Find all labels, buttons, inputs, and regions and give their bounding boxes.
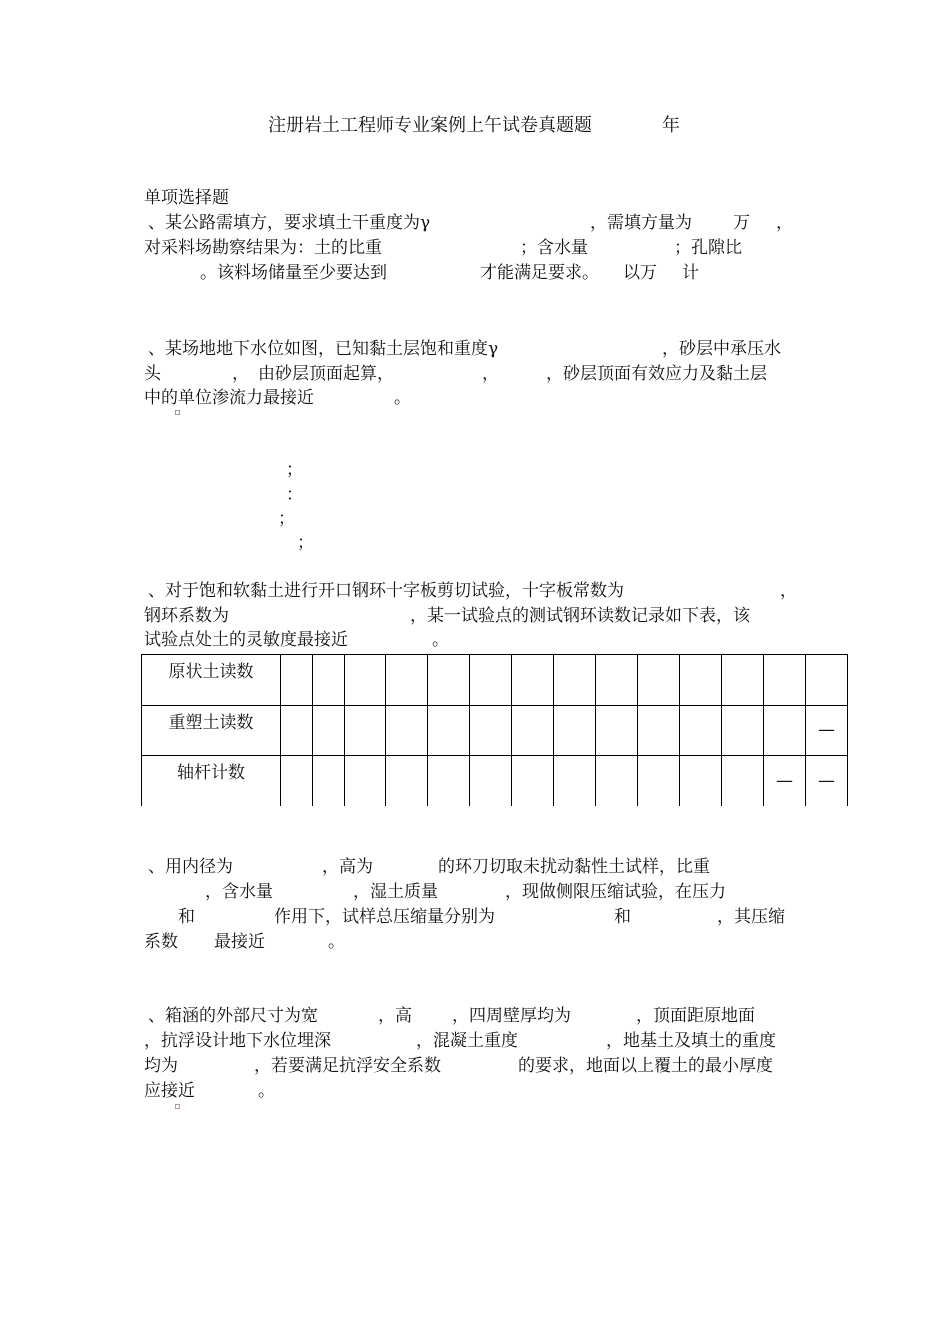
q3-line3-text: 试验点处土的灵敏度最接近 (144, 630, 348, 650)
q4-line1-text: 、用内径为 (148, 857, 233, 877)
q4-line3-text: 和 (614, 907, 631, 927)
q2-option-d: ； (297, 533, 314, 553)
q2-line2-text: ， (232, 364, 249, 384)
q1-line1-text: ， (776, 213, 793, 233)
table-dash: — (764, 756, 806, 807)
q5-line2-text: ，地基土及填土的重度 (606, 1031, 776, 1051)
row-header-undisturbed: 原状土读数 (142, 655, 281, 706)
q4-line3-text: 和 (178, 907, 195, 927)
q2-line2-text: ， (482, 364, 499, 384)
q1-line1-text: 万 (733, 213, 750, 233)
table-row (142, 756, 848, 807)
q5-line3-text: 均为 (144, 1056, 178, 1076)
q5-line2-text: ，抗浮设计地下水位埋深 (144, 1031, 331, 1051)
q1-line2-text: ；孔隙比 (674, 238, 742, 258)
table-row (142, 705, 848, 756)
q4-line2-text: ，湿土质量 (353, 882, 438, 902)
q1-line1-text: ，需填方量为 (590, 213, 692, 233)
q1-line1-text: 、某公路需填方，要求填土干重度为γ (148, 213, 431, 233)
q2-option-c: ； (278, 509, 295, 529)
q2-line3-text: 。 (394, 388, 411, 408)
row-header-rod-count: 轴杆计数 (142, 756, 281, 807)
q1-line3-text: 以万 (623, 263, 657, 283)
image-placeholder-icon (175, 410, 180, 415)
table-dash: — (806, 756, 848, 807)
q2-line2-text: 头 (144, 364, 161, 384)
vane-shear-reading-table (141, 654, 848, 806)
q4-line3-text: 作用下，试样总压缩量分别为 (274, 907, 495, 927)
q3-line2-text: ，某一试验点的测试钢环读数记录如下表，该 (410, 606, 750, 626)
q1-line3-text: 。该料场储量至少要达到 (200, 263, 387, 283)
q4-line4-text: 系数 (144, 932, 178, 952)
q4-line1-text: 的环刀切取未扰动黏性土试样，比重 (438, 857, 710, 877)
q4-line4-text: 最接近 (214, 932, 265, 952)
q3-line1-text: ， (780, 581, 797, 601)
image-placeholder-icon (175, 1104, 180, 1109)
q5-line4-text: 。 (258, 1081, 275, 1101)
q2-line3-text: 中的单位渗流力最接近 (144, 388, 314, 408)
q3-line2-text: 钢环系数为 (144, 606, 229, 626)
section-heading: 单项选择题 (144, 188, 229, 208)
q2-line1-text: ，砂层中承压水 (662, 339, 781, 359)
row-header-remolded: 重塑土读数 (142, 705, 281, 756)
q4-line2-text: ，现做侧限压缩试验，在压力 (505, 882, 726, 902)
page-title: 注册岩土工程师专业案例上午试卷真题题 (268, 115, 592, 136)
q5-line4-text: 应接近 (144, 1081, 195, 1101)
table-row (142, 655, 848, 706)
q3-line3-text: 。 (432, 630, 449, 650)
q4-line2-text: ，含水量 (205, 882, 273, 902)
q2-line2-text: ，砂层顶面有效应力及黏土层 (546, 364, 767, 384)
q4-line3-text: ，其压缩 (717, 907, 785, 927)
q4-line1-text: ，高为 (322, 857, 373, 877)
q5-line1-text: ，顶面距原地面 (636, 1006, 755, 1026)
q5-line2-text: ，混凝土重度 (416, 1031, 518, 1051)
q5-line3-text: 的要求，地面以上覆土的最小厚度 (518, 1056, 773, 1076)
q1-line3-text: 才能满足要求。 (480, 263, 599, 283)
q5-line1-text: ，高 (378, 1006, 412, 1026)
q1-line2-text: 对采料场勘察结果为：土的比重 (144, 238, 382, 258)
page-title-year: 年 (662, 115, 680, 136)
q2-line1-text: 、某场地地下水位如图，已知黏土层饱和重度γ (148, 339, 499, 359)
q1-line2-text: ；含水量 (520, 238, 588, 258)
q1-line3-text: 计 (682, 263, 699, 283)
q2-option-a: ； (286, 460, 303, 480)
q5-line1-text: ，四周壁厚均为 (452, 1006, 571, 1026)
q5-line1-text: 、箱涵的外部尺寸为宽 (148, 1006, 318, 1026)
q4-line4-text: 。 (328, 932, 345, 952)
q3-line1-text: 、对于饱和软黏土进行开口钢环十字板剪切试验，十字板常数为 (148, 581, 624, 601)
q5-line3-text: ，若要满足抗浮安全系数 (254, 1056, 441, 1076)
q2-option-b: ： (286, 485, 303, 505)
table-dash: — (806, 705, 848, 756)
q2-line2-text: 由砂层顶面起算， (258, 364, 394, 384)
